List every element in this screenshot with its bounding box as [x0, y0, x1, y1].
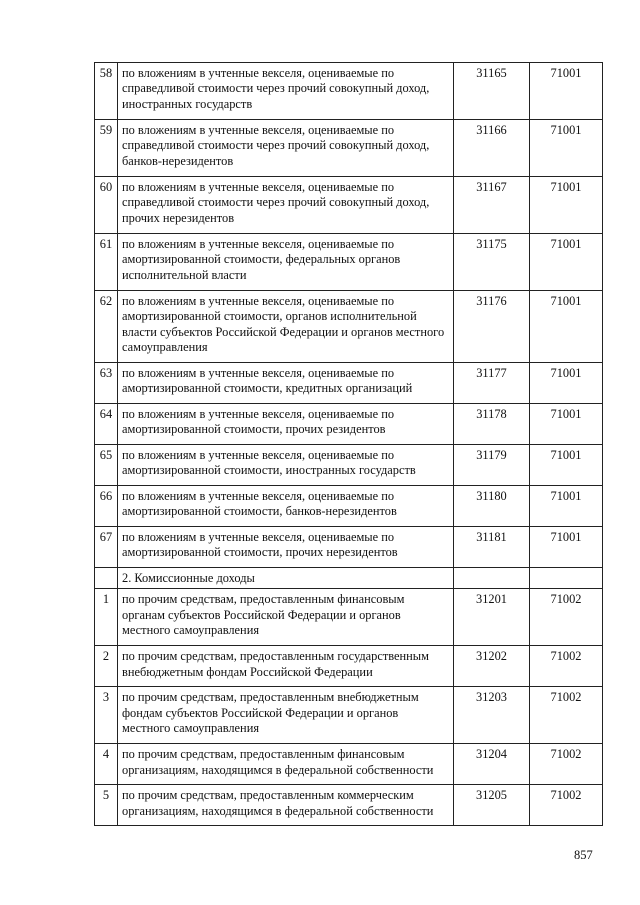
row-code-primary: 31202	[454, 646, 530, 687]
table-row	[95, 785, 603, 826]
row-code-secondary: 71001	[530, 404, 603, 445]
row-code-primary: 31166	[454, 120, 530, 177]
row-description: по прочим средствам, предоставленным внебюджетным фондам субъектов Российской Федерации и органов местного самоуправления	[118, 687, 454, 744]
row-code-primary: 31204	[454, 744, 530, 785]
row-description: по прочим средствам, предоставленным финансовым органам субъектов Российской Федерации и органов местного самоуправления	[118, 589, 454, 646]
row-number: 66	[95, 486, 118, 527]
row-code-primary: 31176	[454, 291, 530, 363]
table-row	[95, 486, 603, 527]
row-number: 2	[95, 646, 118, 687]
row-number: 4	[95, 744, 118, 785]
row-number	[95, 568, 118, 589]
table-row	[95, 744, 603, 785]
row-number: 61	[95, 234, 118, 291]
row-description: по вложениям в учтенные векселя, оцениваемые по амортизированной стоимости, банков-нерезидентов	[118, 486, 454, 527]
row-code-secondary: 71001	[530, 527, 603, 568]
row-code-secondary: 71001	[530, 363, 603, 404]
row-number: 67	[95, 527, 118, 568]
row-number: 63	[95, 363, 118, 404]
table-body	[95, 63, 603, 826]
row-description: по вложениям в учтенные векселя, оцениваемые по справедливой стоимости через прочий совокупный доход, прочих нерезидентов	[118, 177, 454, 234]
row-description: по вложениям в учтенные векселя, оцениваемые по амортизированной стоимости, кредитных организаций	[118, 363, 454, 404]
row-code-secondary: 71002	[530, 589, 603, 646]
table-row	[95, 363, 603, 404]
row-number: 64	[95, 404, 118, 445]
row-code-secondary: 71001	[530, 234, 603, 291]
row-code-primary: 31175	[454, 234, 530, 291]
row-code-primary: 31179	[454, 445, 530, 486]
row-code-primary: 31203	[454, 687, 530, 744]
row-code-primary	[454, 568, 530, 589]
row-code-secondary: 71002	[530, 744, 603, 785]
row-number: 3	[95, 687, 118, 744]
row-description: по вложениям в учтенные векселя, оцениваемые по справедливой стоимости через прочий совокупный доход, банков-нерезидентов	[118, 120, 454, 177]
row-code-secondary: 71001	[530, 120, 603, 177]
row-description: по прочим средствам, предоставленным коммерческим организациям, находящимся в федеральной собственности	[118, 785, 454, 826]
row-number: 58	[95, 63, 118, 120]
table-row	[95, 589, 603, 646]
row-code-secondary: 71001	[530, 445, 603, 486]
row-number: 65	[95, 445, 118, 486]
row-code-secondary: 71001	[530, 177, 603, 234]
row-code-primary: 31181	[454, 527, 530, 568]
row-number: 62	[95, 291, 118, 363]
row-description: по вложениям в учтенные векселя, оцениваемые по амортизированной стоимости, прочих резидентов	[118, 404, 454, 445]
row-description: по вложениям в учтенные векселя, оцениваемые по амортизированной стоимости, федеральных органов исполнительной власти	[118, 234, 454, 291]
row-code-primary: 31178	[454, 404, 530, 445]
row-number: 5	[95, 785, 118, 826]
table-row	[95, 404, 603, 445]
row-description: по вложениям в учтенные векселя, оцениваемые по амортизированной стоимости, органов исполнительной власти субъектов Российской Федерации и органов местного самоуправления	[118, 291, 454, 363]
row-code-primary: 31205	[454, 785, 530, 826]
row-description: по вложениям в учтенные векселя, оцениваемые по справедливой стоимости через прочий совокупный доход, иностранных государств	[118, 63, 454, 120]
row-number: 1	[95, 589, 118, 646]
row-code-primary: 31180	[454, 486, 530, 527]
row-code-secondary: 71001	[530, 486, 603, 527]
table-row	[95, 568, 603, 589]
row-code-primary: 31165	[454, 63, 530, 120]
row-description: по прочим средствам, предоставленным финансовым организациям, находящимся в федеральной собственности	[118, 744, 454, 785]
page-number: 857	[574, 848, 593, 862]
accounts-table	[94, 62, 603, 826]
row-code-secondary: 71001	[530, 63, 603, 120]
row-code-secondary: 71002	[530, 646, 603, 687]
row-description: 2. Комиссионные доходы	[118, 568, 454, 589]
row-description: по вложениям в учтенные векселя, оцениваемые по амортизированной стоимости, прочих нерезидентов	[118, 527, 454, 568]
row-description: по вложениям в учтенные векселя, оцениваемые по амортизированной стоимости, иностранных государств	[118, 445, 454, 486]
table-row	[95, 234, 603, 291]
table-row	[95, 291, 603, 363]
row-description: по прочим средствам, предоставленным государственным внебюджетным фондам Российской Федерации	[118, 646, 454, 687]
row-code-primary: 31201	[454, 589, 530, 646]
row-code-primary: 31177	[454, 363, 530, 404]
table-row	[95, 646, 603, 687]
table-row	[95, 63, 603, 120]
table-row	[95, 177, 603, 234]
row-code-secondary: 71001	[530, 291, 603, 363]
table-row	[95, 445, 603, 486]
row-number: 60	[95, 177, 118, 234]
row-code-secondary	[530, 568, 603, 589]
row-number: 59	[95, 120, 118, 177]
row-code-secondary: 71002	[530, 785, 603, 826]
table-row	[95, 687, 603, 744]
row-code-primary: 31167	[454, 177, 530, 234]
table-row	[95, 120, 603, 177]
row-code-secondary: 71002	[530, 687, 603, 744]
table-row	[95, 527, 603, 568]
